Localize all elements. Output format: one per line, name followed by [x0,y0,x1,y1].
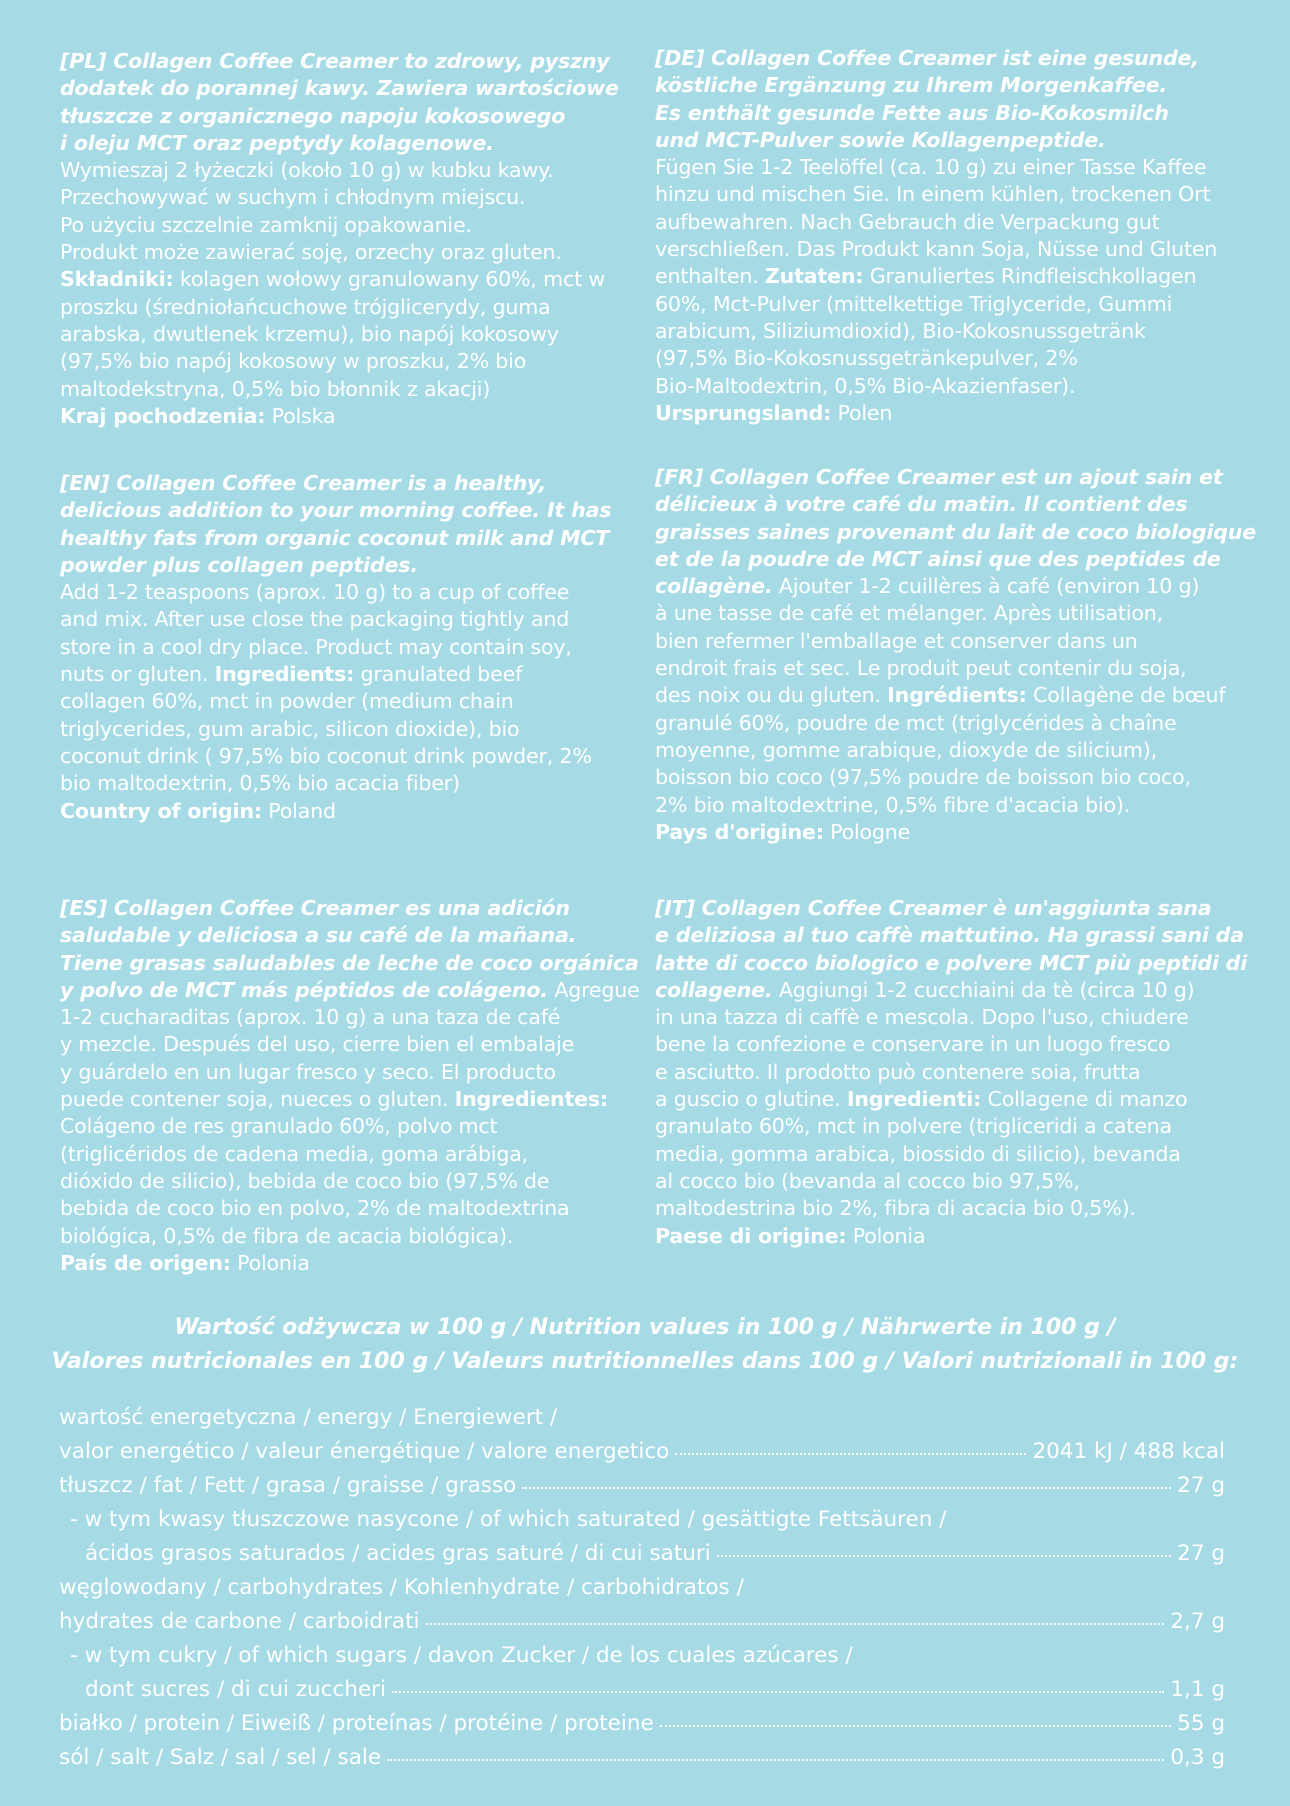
body-text: al cocco bio (bevanda al cocco bio 97,5%, [655,1168,1080,1193]
body-text: 2% bio maltodextrine, 0,5% fibre d'acacia bio). [655,792,1131,817]
text-line [655,236,1217,263]
bold-label: Zutaten: [764,264,864,289]
text-line [60,376,619,403]
text-line [60,525,611,552]
salt-label: sól / salt / Salz / sal / sel / sale [59,1745,382,1770]
intro-text: [IT] Collagen Coffee Creamer è un'aggiunta sana [655,896,1212,920]
salt-value: 0,3 g [1170,1745,1225,1770]
text-line [60,661,611,688]
bold-label: Ingrédients: [887,683,1027,708]
body-text: in una tazza di caffè e mescola. Dopo l'uso, chiudere [655,1005,1189,1030]
sugar-row [85,1673,1225,1706]
body-text: (97,5% bio napój kokosowy w proszku, 2% bio [60,349,527,374]
text-line [60,1031,640,1058]
body-text: à une tasse de café et mélanger. Après utilisation, [655,601,1163,626]
bold-label: Ingredients: [214,662,355,687]
intro-text: Tiene grasas saludables de leche de coco orgánica [60,950,639,975]
text-line [60,103,619,130]
text-line [655,1168,1247,1195]
carb-label-line1: węglowodany / carbohydrates / Kohlenhydrate / carbohidratos / [59,1575,744,1600]
body-text: maltodestrina bio 2%, fibra di acacia bio 0,5%). [655,1196,1136,1221]
text-line [655,655,1256,682]
body-text: des noix ou du gluten. [655,683,888,708]
intro-text: [EN] Collagen Coffee Creamer is a healthy, [60,471,547,495]
text-line [60,688,611,715]
bold-label: Paese di origine: [655,1223,847,1248]
text-line [655,464,1256,491]
body-text: collagen 60%, mct in powder (medium chain [60,689,514,714]
intro-text: saludable y deliciosa a su café de la mañana. [60,923,577,948]
intro-text: [PL] Collagen Coffee Creamer to zdrowy, pyszny [60,49,610,73]
section-de [655,45,1217,427]
bold-label: Kraj pochodzenia: [60,403,266,428]
bold-label: Składniki: [60,267,174,292]
body-text: Polska [265,403,336,428]
protein-row [59,1707,1225,1740]
body-text: verschließen. Das Produkt kann Soja, Nüsse und Gluten [655,237,1218,262]
intro-text: powder plus collagen peptides. [60,552,418,577]
saturated-label-line1: - w tym kwasy tłuszczowe nasycone / of which saturated / gesättigte Fettsäuren / [70,1507,947,1532]
body-text: media, gomma arabica, biossido di silicio), bevanda [655,1141,1181,1166]
text-line [60,212,619,239]
text-line [655,792,1256,819]
body-text: granulated beef [354,662,523,687]
text-line [60,321,619,348]
text-line [60,950,640,977]
text-line [60,895,640,922]
body-text: Fügen Sie 1-2 Teelöffel (ca. 10 g) zu einer Tasse Kaffee [655,155,1207,180]
text-line [60,266,619,293]
text-line [655,682,1256,709]
text-line [60,1195,640,1222]
text-line [60,130,619,157]
body-text: 60%, Mct-Pulver (mittelkettige Triglyceride, Gummi [655,291,1173,316]
body-text: Granuliertes Rindfleischkollagen [863,264,1197,289]
leader-dots [675,1453,1026,1455]
nutrition-title-line1: Wartość odżywcza w 100 g / Nutrition values in 100 g / Nährwerte in 100 g / [174,1315,1116,1340]
text-line [655,1223,1247,1250]
body-text: (97,5% Bio-Kokosnussgetränkepulver, 2% [655,346,1078,371]
intro-text: [DE] Collagen Coffee Creamer ist eine gesunde, [655,46,1199,70]
text-line [655,895,1247,922]
text-line [60,977,640,1004]
protein-label: białko / protein / Eiweiß / proteínas / protéine / proteine [59,1711,654,1736]
intro-text: e deliziosa al tuo caffè mattutino. Ha grassi sani da [655,923,1244,948]
text-line [655,181,1217,208]
intro-text: i oleju MCT oraz peptydy kolagenowe. [60,130,494,155]
bold-label: Ingredienti: [846,1087,982,1112]
text-line [655,764,1256,791]
text-line [60,348,619,375]
text-line [655,491,1256,518]
body-text: maltodekstryna, 0,5% bio błonnik z akacji) [60,376,491,401]
body-text: endroit frais et sec. Le produit peut contenir du soja, [655,656,1187,681]
text-line [60,239,619,266]
body-text: a guscio o glutine. [655,1087,847,1112]
intro-text: köstliche Ergänzung zu Ihrem Morgenkaffee. [655,73,1168,98]
intro-text: tłuszcze z organicznego napoju kokosowego [60,103,566,128]
body-text: moyenne, gomme arabique, dioxyde de silicium), [655,737,1157,762]
text-line [60,1250,640,1277]
sugar-value: 1,1 g [1170,1677,1225,1702]
text-line [60,1168,640,1195]
body-text: Collagene di manzo [981,1087,1188,1112]
bold-label: Country of origin: [60,798,262,823]
body-text: and mix. After use close the packaging tightly and [60,607,570,632]
intro-text: dodatek do porannej kawy. Zawiera wartościowe [60,76,619,101]
text-line [60,184,619,211]
body-text: enthalten. [655,264,765,289]
body-text: bene la confezione e conservare in un luogo fresco [655,1032,1171,1057]
leader-dots [387,1759,1164,1761]
text-line [60,743,611,770]
text-line [655,373,1217,400]
text-line [655,1086,1247,1113]
leader-dots [717,1555,1171,1557]
text-line [655,291,1217,318]
body-text: store in a cool dry place. Product may contain soy, [60,634,572,659]
sugar-label-line1: - w tym cukry / of which sugars / davon Zucker / de los cuales azúcares / [70,1643,853,1668]
section-fr [655,464,1256,846]
carb-row [59,1605,1225,1638]
nutrition-title-line2: Valores nutricionales en 100 g / Valeurs nutritionnelles dans 100 g / Valori nutrizionali in 100 g: [51,1349,1239,1374]
text-line [655,1195,1247,1222]
text-line [60,770,611,797]
energy-value: 2041 kJ / 488 kcal [1032,1439,1225,1464]
intro-text: und MCT-Pulver sowie Kollagenpeptide. [655,127,1106,152]
section-es [60,895,640,1277]
saturated-row [85,1537,1225,1570]
fat-row [59,1469,1225,1502]
body-text: proszku (średniołańcuchowe trójglicerydy, guma [60,294,551,319]
bold-label: País de origen: [60,1250,231,1275]
saturated-value: 27 g [1177,1541,1225,1566]
section-it [655,895,1247,1250]
text-line [655,950,1247,977]
text-line [655,977,1247,1004]
text-line [655,127,1217,154]
body-text: Bio-Maltodextrin, 0,5% Bio-Akazienfaser). [655,373,1076,398]
body-text: Polonia [846,1223,926,1248]
leader-dots [426,1623,1165,1625]
intro-text: délicieux à votre café du matin. Il contient des [655,492,1188,517]
body-text: triglycerides, gum arabic, silicon dioxide), bio [60,716,520,741]
text-line [655,72,1217,99]
carb-label: hydrates de carbone / carboidrati [59,1609,420,1634]
text-line [60,1141,640,1168]
body-text: Polen [831,400,893,425]
body-text: granulato 60%, mct in polvere (trigliceridi a catena [655,1114,1172,1139]
saturated-label: ácidos grasos saturados / acides gras saturé / di cui saturi [85,1541,711,1566]
text-line [655,1031,1247,1058]
body-text: Po użyciu szczelnie zamknij opakowanie. [60,212,472,237]
text-line [655,1141,1247,1168]
carb-value: 2,7 g [1170,1609,1225,1634]
body-text: biológica, 0,5% de fibra de acacia biológica). [60,1223,514,1248]
bold-label: Pays d'origine: [655,819,824,844]
text-line [655,819,1256,846]
text-line [655,546,1256,573]
body-text: y mezcle. Después del uso, cierre bien el embalaje [60,1032,575,1057]
body-text: y guárdelo en un lugar fresco y seco. El producto [60,1059,556,1084]
body-text: Aggiungi 1-2 cucchiaini da tè (circa 10 g) [772,977,1195,1002]
text-line [655,1059,1247,1086]
body-text: Produkt może zawierać soję, orzechy oraz gluten. [60,240,562,265]
intro-text: Es enthält gesunde Fette aus Bio-Kokosmilch [655,100,1169,125]
body-text: Pologne [823,819,911,844]
text-line [655,318,1217,345]
intro-text: healthy fats from organic coconut milk and MCT [60,525,610,550]
text-line [60,294,619,321]
text-line [655,345,1217,372]
body-text: 1-2 cucharaditas (aprox. 10 g) a una taza de café [60,1005,561,1030]
body-text: boisson bio coco (97,5% poudre de boisson bio coco, [655,765,1191,790]
text-line [655,400,1217,427]
text-line [655,100,1217,127]
bold-label: Ingredientes: [454,1087,608,1112]
text-line [60,157,619,184]
fat-value: 27 g [1177,1473,1225,1498]
section-en [60,470,611,825]
body-text: granulé 60%, poudre de mct (triglycérides à chaîne [655,710,1177,735]
text-line [60,716,611,743]
text-line [60,634,611,661]
text-line [655,1004,1247,1031]
body-text: Wymieszaj 2 łyżeczki (około 10 g) w kubku kawy. [60,158,554,183]
text-line [60,1223,640,1250]
body-text: coconut drink ( 97,5% bio coconut drink powder, 2% [60,743,592,768]
body-text: Ajouter 1-2 cuillères à café (environ 10 g) [772,574,1200,599]
text-line [60,497,611,524]
text-line [60,1086,640,1113]
body-text: bio maltodextrin, 0,5% bio acacia fiber) [60,771,460,796]
text-line [60,470,611,497]
body-text: arabicum, Siliziumdioxid), Bio-Kokosnussgetränk [655,318,1146,343]
intro-text: collagène. [655,574,773,599]
body-text: (triglicéridos de cadena media, goma arábiga, [60,1141,529,1166]
text-line [60,552,611,579]
text-line [655,737,1256,764]
body-text: Polonia [230,1250,310,1275]
text-line [60,579,611,606]
intro-text: y polvo de MCT más péptidos de colágeno. [60,977,548,1002]
text-line [60,75,619,102]
section-pl [60,48,619,430]
body-text: puede contener soja, nueces o gluten. [60,1087,455,1112]
fat-label: tłuszcz / fat / Fett / grasa / graisse / grasso [59,1473,517,1498]
intro-text: [ES] Collagen Coffee Creamer es una adición [60,896,570,920]
intro-text: collagene. [655,977,773,1002]
text-line [655,45,1217,72]
text-line [655,600,1256,627]
leader-dots [660,1725,1171,1727]
body-text: nuts or gluten. [60,662,215,687]
body-text: kolagen wołowy granulowany 60%, mct w [173,267,605,292]
body-text: e asciutto. Il prodotto può contenere soia, frutta [655,1059,1141,1084]
body-text: hinzu und mischen Sie. In einem kühlen, trockenen Ort [655,182,1211,207]
text-line [60,922,640,949]
text-line [60,48,619,75]
body-text: Przechowywać w suchym i chłodnym miejscu. [60,185,526,210]
protein-value: 55 g [1177,1711,1225,1736]
text-line [655,628,1256,655]
body-text: Poland [261,798,336,823]
text-line [655,710,1256,737]
bold-label: Ursprungsland: [655,400,832,425]
body-text: dióxido de silicio), bebida de coco bio (97,5% de [60,1168,550,1193]
body-text: aufbewahren. Nach Gebrauch die Verpackung gut [655,209,1160,234]
body-text: Agregue [547,977,640,1002]
text-line [655,573,1256,600]
text-line [60,403,619,430]
body-text: bien refermer l'emballage et conserver dans un [655,628,1138,653]
energy-label-line1: wartość energetyczna / energy / Energiewert / [59,1405,558,1430]
text-line [655,519,1256,546]
text-line [60,1113,640,1140]
leader-dots [392,1691,1164,1693]
text-line [655,922,1247,949]
text-line [655,263,1217,290]
body-text: arabska, dwutlenek krzemu), bio napój kokosowy [60,321,559,346]
text-line [60,606,611,633]
energy-label: valor energético / valeur énergétique / valore energetico [59,1439,670,1464]
leader-dots [522,1487,1171,1489]
energy-row [59,1435,1225,1468]
sugar-label: dont sucres / di cui zuccheri [85,1677,386,1702]
body-text: Add 1-2 teaspoons (aprox. 10 g) to a cup of coffee [60,580,570,605]
text-line [655,154,1217,181]
text-line [655,1113,1247,1140]
text-line [60,798,611,825]
body-text: Colágeno de res granulado 60%, polvo mct [60,1114,498,1139]
intro-text: latte di cocco biologico e polvere MCT più peptidi di [655,950,1248,975]
body-text: bebida de coco bio en polvo, 2% de maltodextrina [60,1196,570,1221]
salt-row [59,1741,1225,1774]
intro-text: et de la poudre de MCT ainsi que des peptides de [655,546,1221,571]
text-line [655,209,1217,236]
intro-text: [FR] Collagen Coffee Creamer est un ajout sain et [655,465,1223,489]
body-text: Collagène de bœuf [1026,683,1226,708]
text-line [60,1059,640,1086]
intro-text: graisses saines provenant du lait de coco biologique [655,519,1256,544]
text-line [60,1004,640,1031]
intro-text: delicious addition to your morning coffee. It has [60,498,612,523]
